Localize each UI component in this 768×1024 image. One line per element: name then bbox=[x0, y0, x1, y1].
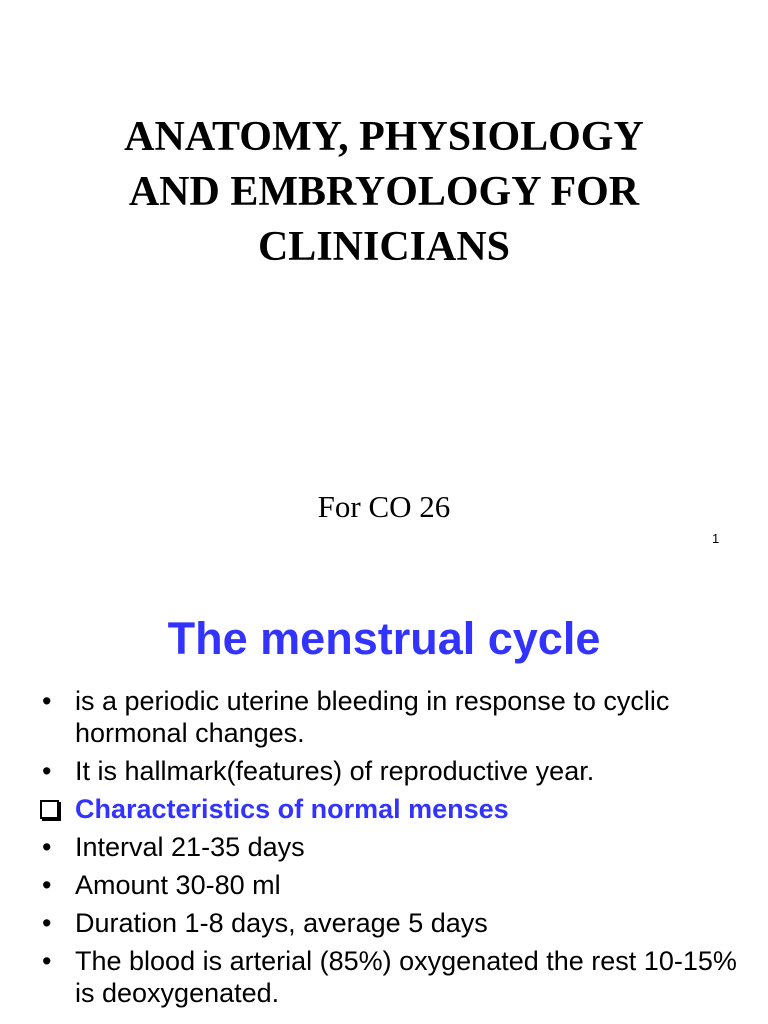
checkbox-square-icon bbox=[40, 800, 59, 819]
page-number: 1 bbox=[712, 531, 720, 546]
list-item-text: It is hallmark(features) of reproductive year. bbox=[75, 756, 595, 786]
title-line-3: CLINICIANS bbox=[257, 224, 511, 270]
list-item bbox=[42, 685, 754, 749]
list-item bbox=[42, 907, 754, 939]
bullet-dot-icon: • bbox=[42, 908, 52, 938]
list-item-text: is a periodic uterine bleeding in response to cyclic hormonal changes. bbox=[75, 686, 670, 748]
list-item-text: Interval 21-35 days bbox=[75, 832, 305, 862]
bullet-dot-icon: • bbox=[42, 946, 52, 976]
bullet-dot-icon: • bbox=[42, 756, 52, 786]
slide-title bbox=[0, 110, 768, 275]
list-item-text: The blood is arterial (85%) oxygenated the rest 10-15% is deoxygenated. bbox=[75, 946, 737, 1008]
bullet-dot-icon: • bbox=[42, 870, 52, 900]
list-item-text: Amount 30-80 ml bbox=[75, 870, 281, 900]
list-item bbox=[42, 945, 754, 1009]
bullet-dot-icon: • bbox=[42, 832, 52, 862]
slide-2 bbox=[0, 578, 768, 1024]
list-item-text: Characteristics of normal menses bbox=[75, 794, 509, 824]
list-item-heading bbox=[42, 793, 754, 825]
bullet-list bbox=[42, 685, 754, 1015]
title-line-2: AND EMBRYOLOGY FOR bbox=[128, 169, 640, 215]
slide-2-title: The menstrual cycle bbox=[167, 613, 601, 664]
slide-subtitle: For CO 26 bbox=[317, 489, 451, 524]
list-item bbox=[42, 755, 754, 787]
list-item-text: Duration 1-8 days, average 5 days bbox=[75, 908, 488, 938]
list-item bbox=[42, 831, 754, 863]
bullet-dot-icon: • bbox=[42, 686, 52, 716]
list-item bbox=[42, 869, 754, 901]
title-line-1: ANATOMY, PHYSIOLOGY bbox=[124, 114, 644, 160]
